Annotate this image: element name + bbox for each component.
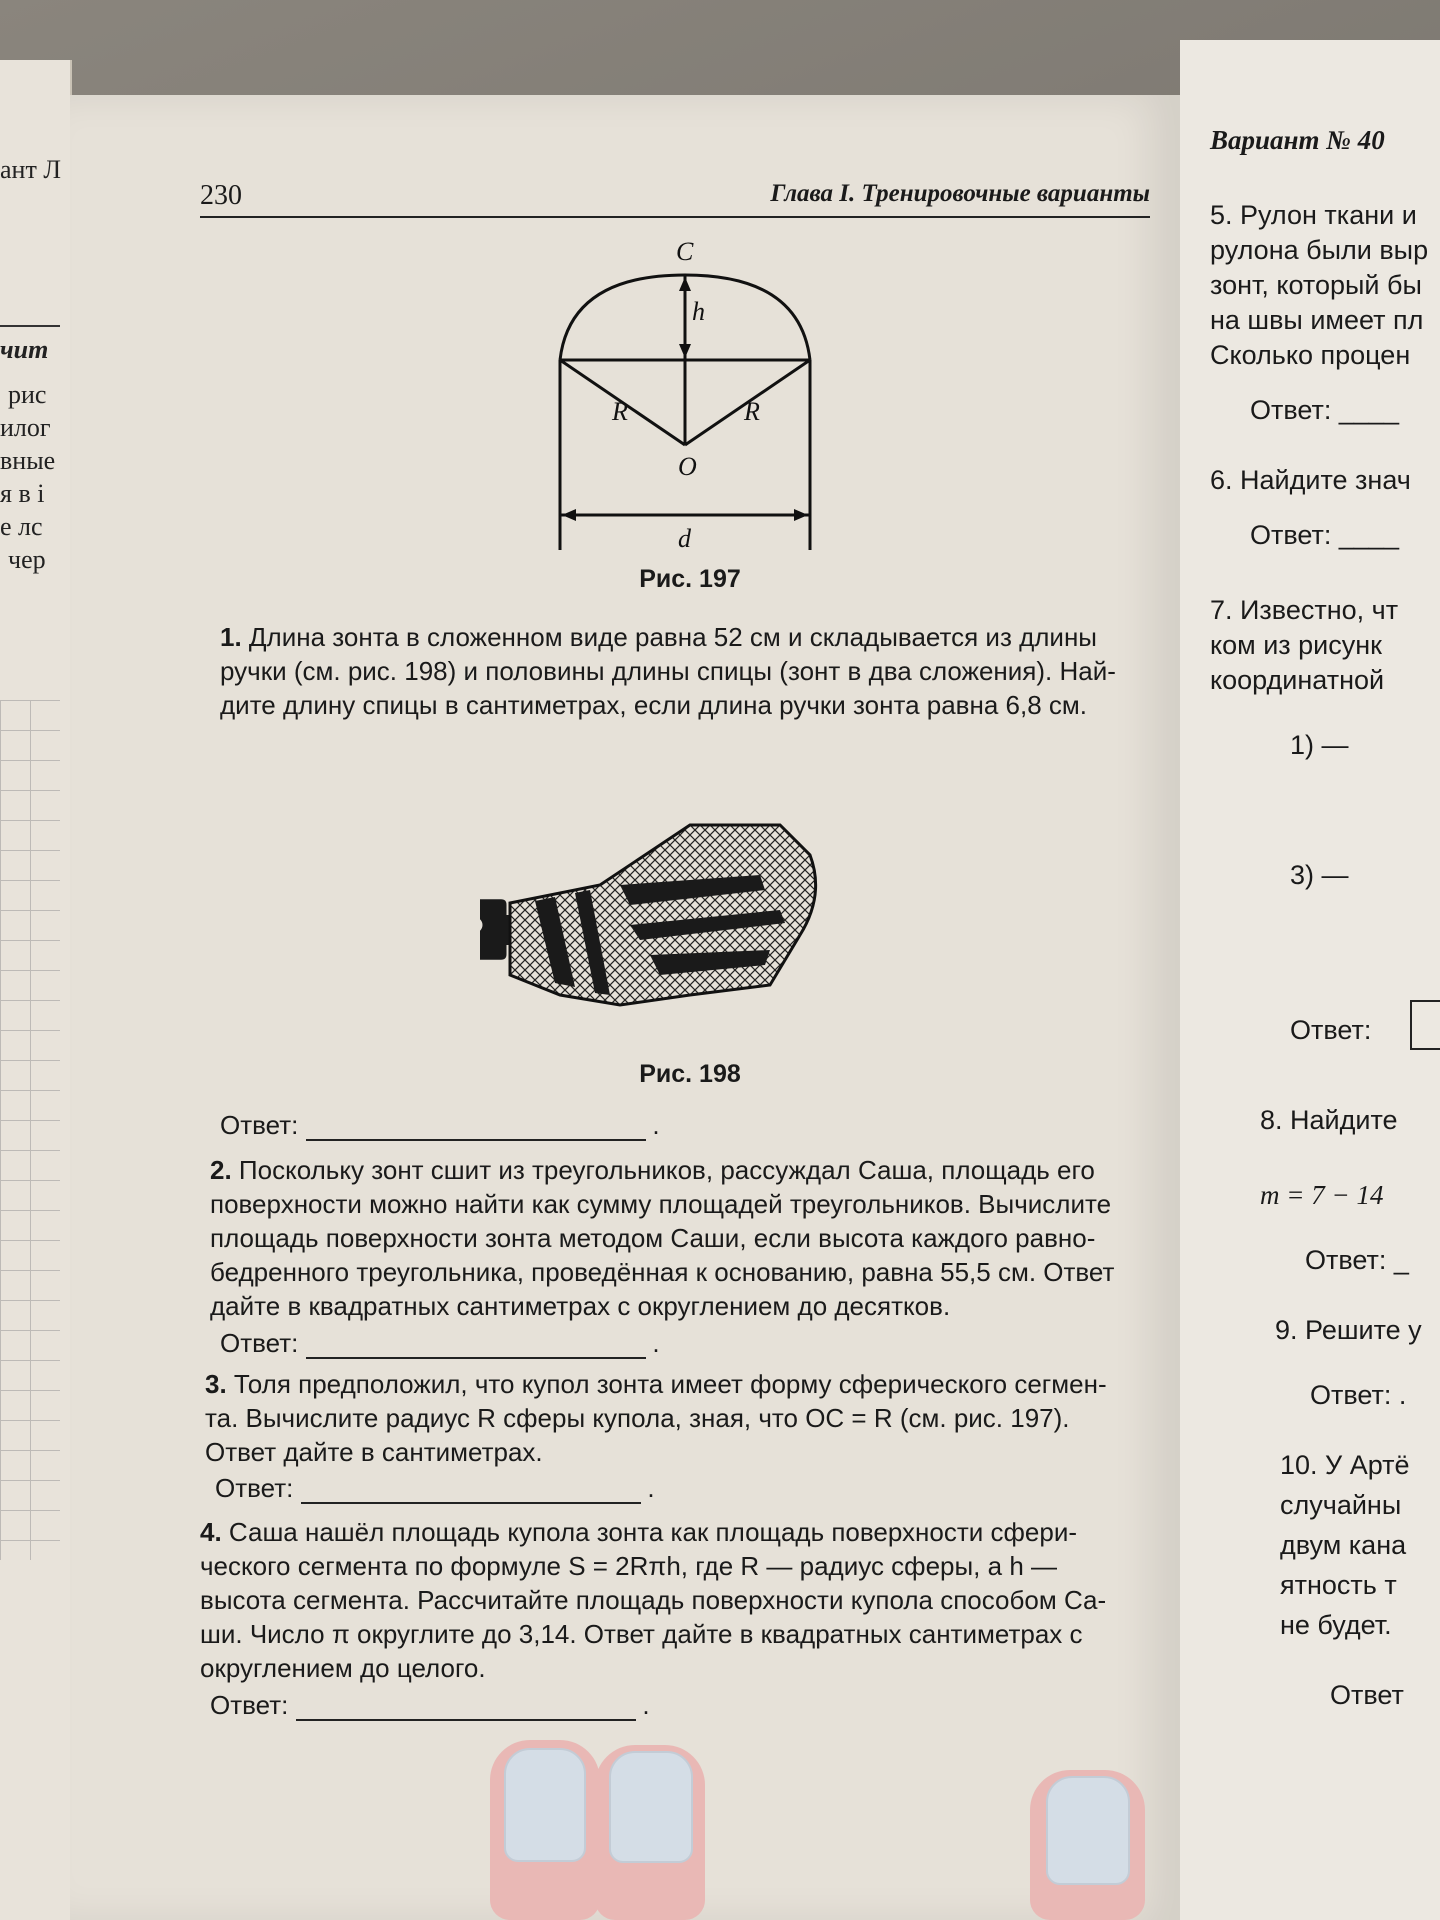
task-3 [150,1367,1150,1469]
finger [490,1740,600,1920]
textbook-page [70,95,1180,1920]
next-page-line: Ответ: [1290,1015,1372,1045]
fig197-arrow-right [794,509,808,521]
fig197-label-c: C [676,237,694,266]
variant-header: Вариант № 40 [1210,125,1385,155]
answer-blank[interactable] [306,1331,646,1359]
answer-period: . [647,1473,655,1503]
figure-198-caption: Рис. 198 [639,1060,741,1088]
fig197-label-h: h [692,297,705,326]
task-text-line: поверхности можно найти как сумму площадей треугольников. Вычислите [210,1189,1112,1219]
task-text-line: Саша нашёл площадь купола зонта как площадь поверхности сфери- [228,1517,1078,1547]
next-page-line: рулона были выр [1210,235,1429,265]
fingernail [504,1748,586,1862]
next-page-line: Ответ: _ [1305,1245,1409,1275]
next-page-line: Сколько процен [1210,340,1411,370]
page-number: 230 [200,180,242,211]
figure-197-diagram [480,205,880,565]
answer-period: . [652,1328,660,1358]
next-page-line: 7. Известно, чт [1210,595,1399,625]
task-4 [150,1515,1150,1685]
left-page-fragment: вные [0,446,56,475]
left-page-fragment: чит [0,335,49,364]
next-page-line: 5. Рулон ткани и [1210,200,1417,230]
answer-field-2[interactable] [220,1328,660,1359]
task-number: 2. [210,1155,232,1185]
task-text-line: та. Вычислите радиус R сферы купола, зная, что OC = R (см. рис. 197). [205,1403,1070,1433]
fig197-label-r-left: R [612,397,628,426]
answer-period: . [642,1690,650,1720]
answer-period: . [652,1110,660,1140]
next-page-line: 3) — [1290,860,1349,890]
answer-label: Ответ: [210,1690,289,1720]
next-page-line: двум кана [1280,1530,1407,1560]
answer-box[interactable] [1410,1000,1440,1050]
task-text-line: бедренного треугольника, проведённая к основанию, равна 55,5 см. Ответ [210,1257,1115,1287]
next-page-line: Ответ: ____ [1250,520,1399,550]
task-text-line: площадь поверхности зонта методом Саши, если высота каждого равно- [210,1223,1096,1253]
left-page-grid [0,700,60,1560]
next-page-line: 8. Найдите [1260,1105,1398,1135]
task-text-line: Толя предположил, что купол зонта имеет форму сферического сегмен- [233,1369,1107,1399]
task-text-line: дайте в квадратных сантиметрах с округлением до десятков. [210,1291,951,1321]
task-number: 1. [220,622,242,652]
left-page-fragment: ант Л [0,155,61,184]
umbrella-shaft [498,915,510,945]
answer-field-3[interactable] [215,1473,655,1504]
answer-field-1[interactable] [220,1110,660,1141]
answer-field-4[interactable] [210,1690,650,1721]
task-1 [150,620,1150,722]
answer-blank[interactable] [306,1113,646,1141]
next-page-line: Ответ: ____ [1250,395,1399,425]
task-text-line: ручки (см. рис. 198) и половины длины спицы (зонт в два сложения). Най- [220,656,1116,686]
task-text-line: округлением до целого. [200,1653,486,1683]
task-text-line: Длина зонта в сложенном виде равна 52 см и складывается из длины [248,622,1097,652]
task-text-line: Поскольку зонт сшит из треугольников, рассуждал Саша, площадь его [238,1155,1095,1185]
task-number: 3. [205,1369,227,1399]
answer-blank[interactable] [301,1476,641,1504]
task-number: 4. [200,1517,222,1547]
answer-label: Ответ: [215,1473,294,1503]
fig197-arrow-down [679,344,691,358]
task-2 [150,1153,1150,1323]
task-text-line: дите длину спицы в сантиметрах, если длина ручки зонта равна 6,8 см. [220,690,1087,720]
fingernail [609,1751,693,1863]
next-page-line: 1) — [1290,730,1349,760]
next-page-line: 10. У Артё [1280,1450,1410,1480]
next-page-line: Ответ: . [1310,1380,1407,1410]
answer-label: Ответ: [220,1328,299,1358]
figure-197-caption: Рис. 197 [639,565,741,593]
next-page-line: m = 7 − 14 [1260,1180,1384,1210]
next-page-line: случайны [1280,1490,1402,1520]
task-text-line: ческого сегмента по формуле S = 2Rπh, где R — радиус сферы, а h — [200,1551,1057,1581]
answer-label: Ответ: [220,1110,299,1140]
next-page-line: ятность т [1280,1570,1397,1600]
next-page-line: зонт, который бы [1210,270,1422,300]
fig197-arrow-left [562,509,576,521]
next-page-line: на швы имеет пл [1210,305,1424,335]
task-text-line: высота сегмента. Рассчитайте площадь поверхности купола способом Са- [200,1585,1107,1615]
left-page-fragment: рис [8,380,47,409]
task-text-line: ши. Число π округлите до 3,14. Ответ дайте в квадратных сантиметрах с [200,1619,1083,1649]
left-page-rule [0,325,60,327]
task-text-line: Ответ дайте в сантиметрах. [205,1437,543,1467]
left-page-fragment: е лс [0,512,43,541]
next-page-line: ком из рисунк [1210,630,1382,660]
fig197-label-o: O [678,452,697,481]
next-page-line: Ответ [1330,1680,1404,1710]
finger [1030,1770,1145,1920]
next-page-line: 6. Найдите знач [1210,465,1411,495]
left-page-fragment: чер [8,545,46,574]
fig197-arrow-up [679,277,691,291]
left-page-fragment: я в і [0,479,45,508]
figure-198-umbrella [480,815,1000,1055]
next-page-edge [1180,40,1440,1920]
fingernail [1046,1776,1130,1885]
left-page-fragment: илог [0,413,51,442]
answer-blank[interactable] [296,1693,636,1721]
chapter-title: Глава I. Тренировочные варианты [770,180,1150,207]
finger [595,1745,705,1920]
fig197-label-d: d [678,524,691,553]
next-page-line: 9. Решите у [1275,1315,1422,1345]
fig197-label-r-right: R [744,397,760,426]
previous-page-edge [0,60,72,1920]
next-page-line: координатной [1210,665,1385,695]
next-page-line: не будет. [1280,1610,1392,1640]
